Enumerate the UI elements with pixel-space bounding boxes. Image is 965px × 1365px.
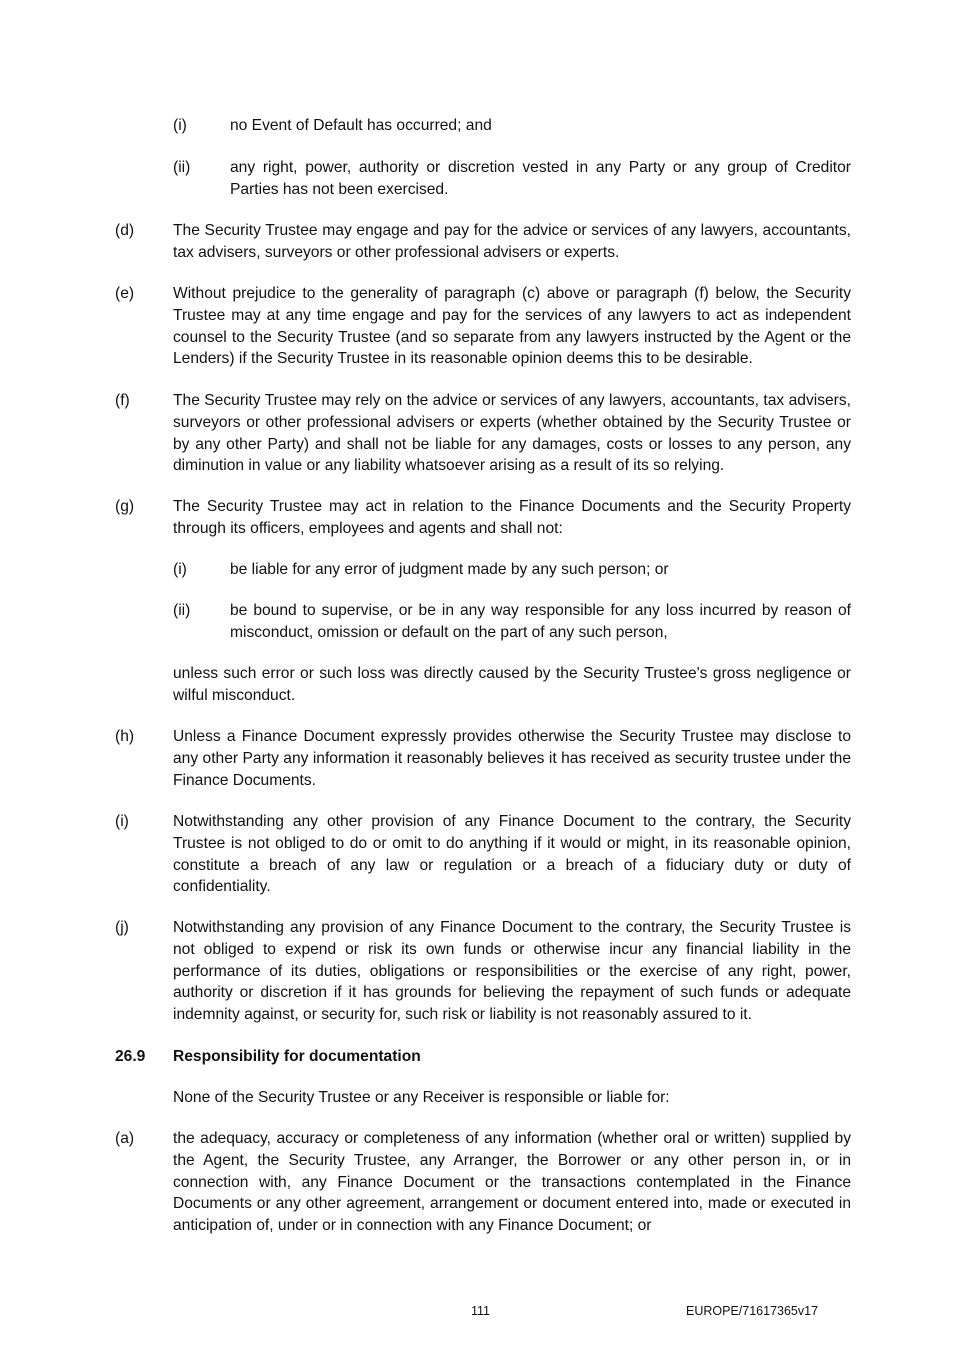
item-label: (ii): [173, 602, 191, 619]
paragraph-text: Notwithstanding any other provision of any Finance Document to the contrary, the Security Trustee is not obliged to do or omit to do anything if it would or might, in its reasonable opinion, constitute a breach of any law or regulation or a breach of a fiduciary duty or duty of confidentiality.: [173, 813, 851, 896]
item-text: be bound to supervise, or be in any way responsible for any loss incurred by reason of misconduct, omission or default on the part of any such person,: [230, 602, 851, 641]
paragraph-label: (h): [115, 728, 135, 745]
item-label: (ii): [173, 159, 191, 176]
paragraph-text: the adequacy, accuracy or completeness of any information (whether oral or written) supplied by the Agent, the Security Trustee, any Arranger, the Borrower or any other person in, or in connection with, any Finance Document or the transactions contemplated in the Finance Documents or any other agreement, arrangement or document entered into, made or executed in anticipation of, under or in connection with any Finance Document; or: [173, 1130, 851, 1235]
section-number: 26.9: [115, 1048, 146, 1065]
item-text: any right, power, authority or discretion vested in any Party or any group of Creditor Parties has not been exercised.: [230, 159, 851, 198]
paragraph-text: Unless a Finance Document expressly provides otherwise the Security Trustee may disclose to any other Party any information it reasonably believes it has received as security trustee under the Finance Documents.: [173, 728, 851, 789]
document-reference: EUROPE/71617365v17: [686, 1304, 819, 1318]
paragraph-label: (i): [115, 813, 129, 830]
paragraph-text: The Security Trustee may engage and pay for the advice or services of any lawyers, accountants, tax advisers, surveyors or other professional advisers or experts.: [173, 222, 851, 261]
item-label: (i): [173, 561, 187, 578]
paragraph-label: (f): [115, 392, 130, 409]
paragraph-label: (d): [115, 222, 135, 239]
paragraph-label: (e): [115, 285, 135, 302]
page-number: 111: [471, 1304, 491, 1318]
item-label: (i): [173, 117, 187, 134]
section-intro: None of the Security Trustee or any Receiver is responsible or liable for:: [173, 1089, 670, 1106]
paragraph-text: Without prejudice to the generality of paragraph (c) above or paragraph (f) below, the Security Trustee may at any time engage and pay for the services of any lawyers to act as independent counsel to the Security Trustee (and so separate from any lawyers instructed by the Agent or the Lenders) if the Security Trustee in its reasonable opinion deems this to be desirable.: [173, 285, 851, 368]
item-text: be liable for any error of judgment made by any such person; or: [230, 561, 669, 578]
paragraph-text: The Security Trustee may act in relation to the Finance Documents and the Security Property through its officers, employees and agents and shall not:: [173, 498, 851, 537]
paragraph-label: (a): [115, 1130, 135, 1147]
paragraph-label: (g): [115, 498, 135, 515]
section-title: Responsibility for documentation: [173, 1048, 421, 1065]
paragraph-label: (j): [115, 919, 129, 936]
paragraph-text: Notwithstanding any provision of any Finance Document to the contrary, the Security Trustee is not obliged to expend or risk its own funds or otherwise incur any financial liability in the performance of its duties, obligations or responsibilities or the exercise of any right, power, authority or discretion if it has grounds for believing the repayment of such funds or adequate indemnity against, or security for, such risk or liability is not reasonably assured to it.: [173, 919, 851, 1024]
item-text: no Event of Default has occurred; and: [230, 117, 492, 134]
continuation-text: unless such error or such loss was directly caused by the Security Trustee's gross negligence or wilful misconduct.: [173, 665, 851, 704]
paragraph-text: The Security Trustee may rely on the advice or services of any lawyers, accountants, tax advisers, surveyors or other professional advisers or experts (whether obtained by the Security Trustee or by any other Party) and shall not be liable for any damages, costs or losses to any person, any diminution in value or any liability whatsoever arising as a result of its so relying.: [173, 392, 851, 475]
